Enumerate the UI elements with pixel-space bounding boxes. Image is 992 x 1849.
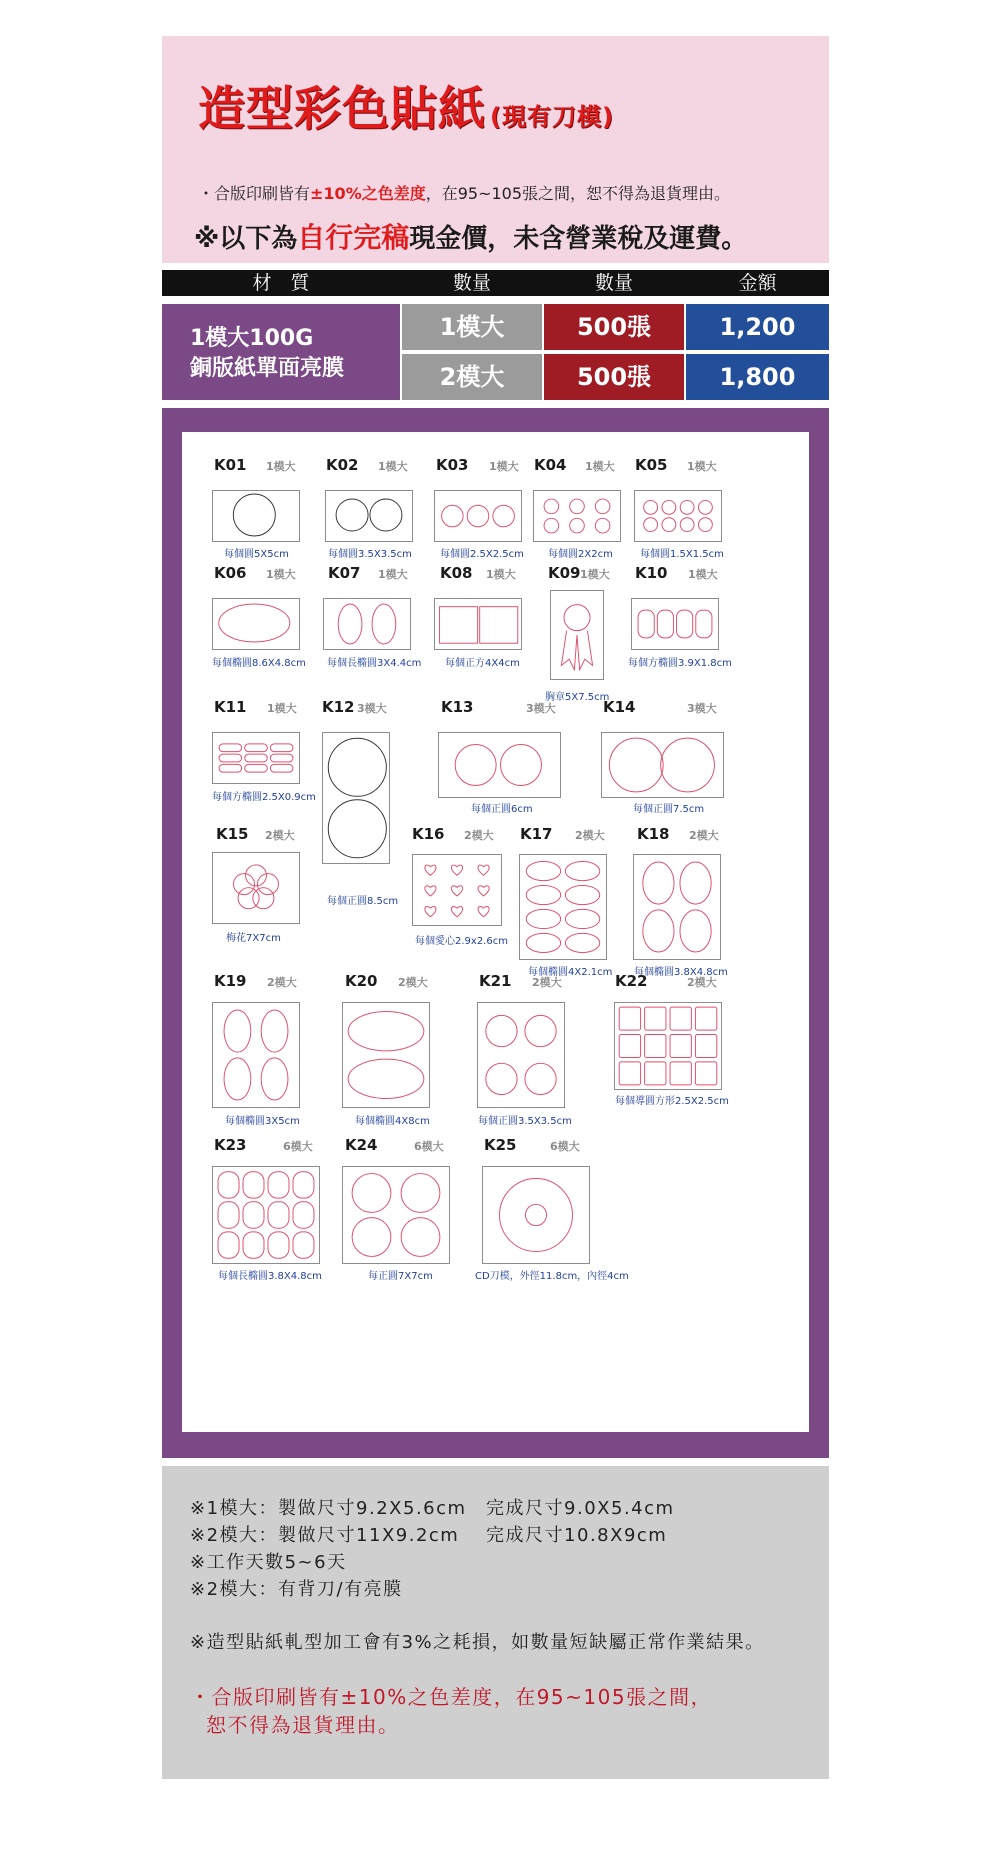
k13-die-preview [438,732,561,798]
k15-die-preview [212,852,300,924]
k17-mold-size: 2模大 [575,829,605,842]
k15-mold-size: 2模大 [265,829,295,842]
k14-caption: 每個正圓7.5cm [633,804,705,815]
k07-die-shape [324,599,410,649]
k16-mold-size: 2模大 [464,829,494,842]
k09-die-preview [550,590,604,680]
k10-caption: 每個方橢圓3.9X1.8cm [628,658,732,669]
k01-die-shape [213,491,299,541]
k06-code: K06 [214,564,247,582]
k13-code: K13 [441,698,474,716]
k02-caption: 每個圓3.5X3.5cm [328,549,412,560]
material-line-1: 1模大100G [190,326,314,351]
k20-code: K20 [345,972,378,990]
k04-die-shape [534,491,620,541]
k03-code: K03 [436,456,469,474]
footer-note-2: ※2模大：製做尺寸11X9.2cm 完成尺寸10.8X9cm [190,1525,668,1546]
header-price: 金額 [738,272,777,294]
color-variance-note: ・合版印刷皆有±10%之色差度，在95~105張之間，恕不得為退貨理由。 [198,184,731,203]
k14-die-shape [602,733,723,797]
k07-caption: 每個長橢圓3X4.4cm [327,658,422,669]
k17-die-shape [520,855,606,959]
footer-notes [162,1466,829,1779]
k20-die-shape [343,1003,429,1107]
k19-mold-size: 2模大 [267,976,297,989]
price-note: ※以下為自行完稿現金價，未含營業稅及運費。 [194,221,748,254]
k23-mold-size: 6模大 [283,1140,313,1153]
k20-caption: 每個橢圓4X8cm [355,1116,430,1127]
k13-die-shape [439,733,560,797]
k21-code: K21 [479,972,512,990]
k11-die-shape [213,733,299,783]
k16-die-preview [412,854,502,926]
k21-die-preview [477,1002,565,1108]
k05-code: K05 [635,456,668,474]
k12-code: K12 [322,698,355,716]
k04-die-preview [533,490,621,542]
k04-code: K04 [534,456,567,474]
k24-die-preview [342,1166,450,1264]
row2-size: 2模大 [402,354,542,400]
k23-caption: 每個長橢圓3.8X4.8cm [218,1271,322,1282]
k04-mold-size: 1模大 [585,460,615,473]
footer-note-3: ※工作天數5~6天 [190,1552,347,1573]
footer-note-1: ※1模大：製做尺寸9.2X5.6cm 完成尺寸9.0X5.4cm [190,1498,675,1519]
k04-caption: 每個圓2X2cm [548,549,613,560]
k24-caption: 每正圓7X7cm [368,1271,433,1282]
k22-die-shape [615,1003,721,1089]
k07-mold-size: 1模大 [378,568,408,581]
k11-caption: 每個方橢圓2.5X0.9cm [212,792,316,803]
k18-caption: 每個橢圓3.8X4.8cm [634,967,728,978]
k14-mold-size: 3模大 [687,702,717,715]
k10-die-preview [631,598,719,650]
row2-price: 1,800 [686,354,829,400]
die-cut-catalog [162,408,829,1458]
k18-code: K18 [637,825,670,843]
k05-die-shape [635,491,721,541]
page-title-sub: (現有刀模) [490,103,614,131]
k09-caption: 胸章5X7.5cm [545,692,610,703]
k16-code: K16 [412,825,445,843]
k12-mold-size: 3模大 [357,702,387,715]
k03-mold-size: 1模大 [489,460,519,473]
k17-code: K17 [520,825,553,843]
header-banner [162,36,829,263]
k03-die-shape [435,491,521,541]
k02-code: K02 [326,456,359,474]
k07-die-preview [323,598,411,650]
k19-code: K19 [214,972,247,990]
k05-caption: 每個圓1.5X1.5cm [640,549,724,560]
k12-die-preview [322,732,390,864]
k18-die-shape [634,855,720,959]
k03-caption: 每個圓2.5X2.5cm [440,549,524,560]
k08-caption: 每個正方4X4cm [445,658,520,669]
k22-mold-size: 2模大 [687,976,717,989]
k06-die-shape [213,599,299,649]
k13-caption: 每個正圓6cm [471,804,533,815]
catalog-sheet [182,432,809,1432]
k16-caption: 每個愛心2.9x2.6cm [415,936,508,947]
material-cell [162,304,400,400]
k06-die-preview [212,598,300,650]
k22-caption: 每個導圓方形2.5X2.5cm [615,1096,729,1107]
k08-die-shape [435,599,521,649]
k18-mold-size: 2模大 [689,829,719,842]
k21-caption: 每個正圓3.5X3.5cm [478,1116,572,1127]
k25-mold-size: 6模大 [550,1140,580,1153]
k09-mold-size: 1模大 [580,568,610,581]
k02-die-preview [325,490,413,542]
k17-caption: 每個橢圓4X2.1cm [528,967,613,978]
k25-code: K25 [484,1136,517,1154]
k13-mold-size: 3模大 [526,702,556,715]
k23-die-preview [212,1166,320,1264]
k15-die-shape [213,853,299,923]
k01-caption: 每個圓5X5cm [224,549,289,560]
footer-red-note-2: 恕不得為退貨理由。 [206,1713,400,1737]
k17-die-preview [519,854,607,960]
row1-size: 1模大 [402,304,542,350]
k10-mold-size: 1模大 [688,568,718,581]
k25-caption: CD刀模，外徑11.8cm，內徑4cm [475,1271,629,1282]
k25-die-shape [483,1167,589,1263]
k18-die-preview [633,854,721,960]
page-title: 造型彩色貼紙 (現有刀模) [198,82,614,137]
header-quantity: 數量 [594,272,633,294]
k09-code: K09 [548,564,581,582]
k16-die-shape [413,855,501,925]
k06-mold-size: 1模大 [266,568,296,581]
k24-code: K24 [345,1136,378,1154]
k21-die-shape [478,1003,564,1107]
k10-code: K10 [635,564,668,582]
k05-die-preview [634,490,722,542]
footer-red-note-1: ・合版印刷皆有±10%之色差度，在95~105張之間， [190,1685,713,1709]
k12-caption: 每個正圓8.5cm [327,896,399,907]
k15-caption: 梅花7X7cm [226,933,281,944]
k20-die-preview [342,1002,430,1108]
material-line-2: 銅版紙單面亮膜 [190,356,345,381]
k08-mold-size: 1模大 [486,568,516,581]
k03-die-preview [434,490,522,542]
k01-die-preview [212,490,300,542]
row2-qty: 500張 [544,354,684,400]
k01-mold-size: 1模大 [266,460,296,473]
k24-mold-size: 6模大 [414,1140,444,1153]
k25-die-preview [482,1166,590,1264]
k23-code: K23 [214,1136,247,1154]
k14-die-preview [601,732,724,798]
header-material: 材 質 [252,272,310,294]
k11-code: K11 [214,698,247,716]
k09-die-shape [551,591,603,679]
k02-die-shape [326,491,412,541]
k01-code: K01 [214,456,247,474]
k24-die-shape [343,1167,449,1263]
k22-die-preview [614,1002,722,1090]
row1-qty: 500張 [544,304,684,350]
k08-die-preview [434,598,522,650]
k12-die-shape [323,733,389,863]
footer-note-4: ※2模大：有背刀/有亮膜 [190,1579,403,1600]
row1-price: 1,200 [686,304,829,350]
k08-code: K08 [440,564,473,582]
k06-caption: 每個橢圓8.6X4.8cm [212,658,306,669]
k07-code: K07 [328,564,361,582]
k15-code: K15 [216,825,249,843]
k19-caption: 每個橢圓3X5cm [225,1116,300,1127]
k20-mold-size: 2模大 [398,976,428,989]
k22-code: K22 [615,972,648,990]
k02-mold-size: 1模大 [378,460,408,473]
k23-die-shape [213,1167,319,1263]
footer-note-5: ※造型貼紙軋型加工會有3%之耗損，如數量短缺屬正常作業結果。 [190,1632,765,1653]
k19-die-shape [213,1003,299,1107]
price-table-header [162,270,829,296]
k11-mold-size: 1模大 [267,702,297,715]
k14-code: K14 [603,698,636,716]
k10-die-shape [632,599,718,649]
k05-mold-size: 1模大 [687,460,717,473]
header-size: 數量 [452,272,491,294]
k21-mold-size: 2模大 [532,976,562,989]
k19-die-preview [212,1002,300,1108]
k11-die-preview [212,732,300,784]
